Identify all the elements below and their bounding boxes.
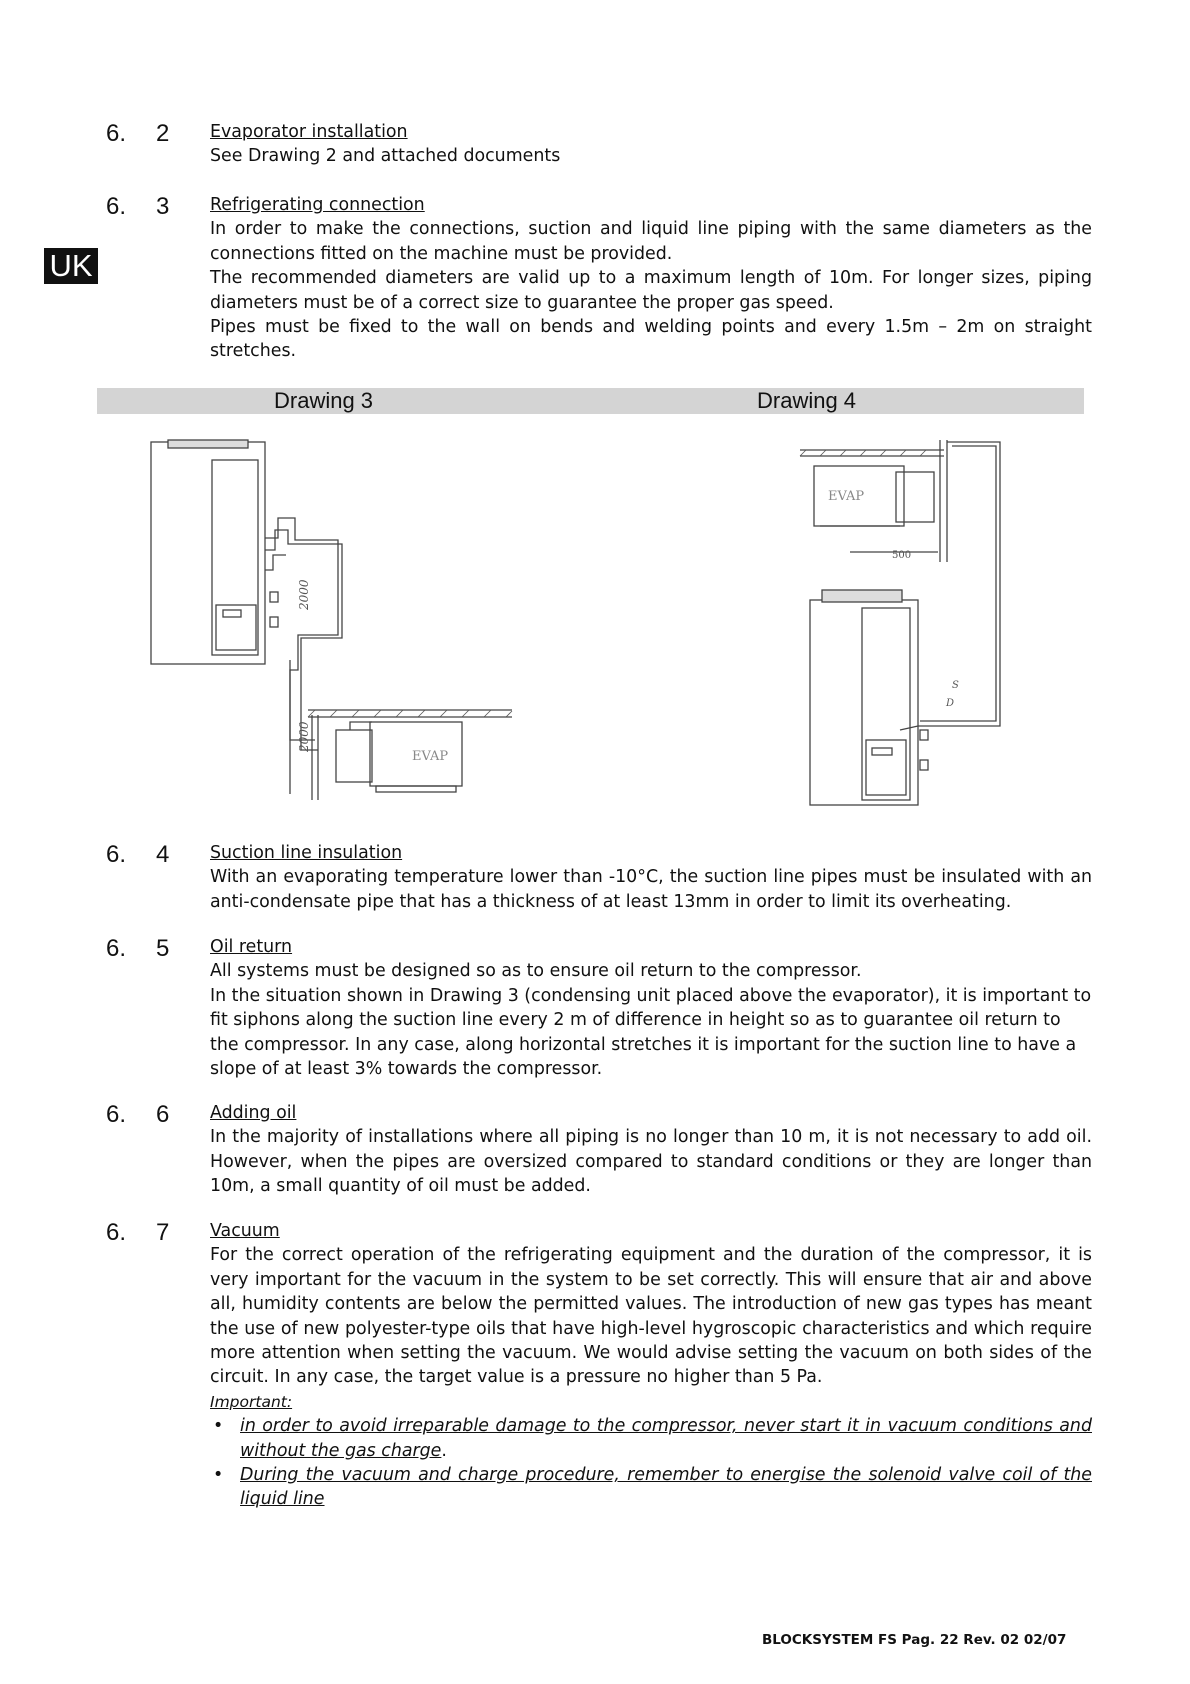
drawing-3-label: Drawing 3 <box>274 388 374 413</box>
evap-label: EVAP <box>828 489 865 504</box>
section-number: 6. 3 <box>106 193 170 220</box>
section-title: Refrigerating connection <box>210 195 425 215</box>
paragraph: In the majority of installations where all piping is no longer than 10 m, it is not necessary to add oil. However, when the pipes are oversized compared to standard conditions or they are longer than 10m, a small quantity of oil must be added. <box>210 1127 1092 1197</box>
paragraph: For the correct operation of the refrigerating equipment and the duration of the compressor, it is very important for the vacuum in the system to be set correctly. This will ensure that air and above all, humidity contents are below the permitted values. The introduction of new gas types has meant the use of new polyester-type oils that have high-level hygroscopic characteristics and which require more attention when setting the vacuum. We would advise setting the vacuum on both sides of the circuit. In any case, the target value is a pressure no higher than 5 Pa. <box>210 1245 1092 1388</box>
paragraph: In order to make the connections, suction and liquid line piping with the same diameters as the connections fitted on the machine must be provided. <box>210 219 1092 264</box>
suction-label: S <box>952 680 959 691</box>
section-number: 6. 5 <box>106 935 170 962</box>
section-title: Evaporator installation <box>210 122 408 142</box>
dimension-2000-upper: 2000 <box>297 579 311 610</box>
section-number: 6. 6 <box>106 1101 170 1128</box>
section-title: Adding oil <box>210 1103 297 1123</box>
discharge-label: D <box>946 698 955 709</box>
evap-label: EVAP <box>412 749 449 764</box>
paragraph: See Drawing 2 and attached documents <box>210 146 561 167</box>
drawing-4-figure <box>800 430 1040 810</box>
section-number: 6. 4 <box>106 841 170 868</box>
list-item: • During the vacuum and charge procedure, remember to energise the solenoid valve coil of the liquid line <box>210 1463 1092 1512</box>
dimension-500: 500 <box>892 550 912 561</box>
language-badge: UK <box>44 248 98 284</box>
section-title: Oil return <box>210 937 293 957</box>
paragraph: The recommended diameters are valid up to a maximum length of 10m. For longer sizes, piping diameters must be of a correct size to guarantee the proper gas speed. <box>210 268 1092 313</box>
paragraph: With an evaporating temperature lower than -10°C, the suction line pipes must be insulated with an anti-condensate pipe that has a thickness of at least 13mm in order to limit its overheating. <box>210 867 1092 912</box>
dimension-2000-lower: 2000 <box>297 721 311 752</box>
section-title: Vacuum <box>210 1221 280 1241</box>
drawing-header-bar <box>97 388 1084 414</box>
section-number: 6. 7 <box>106 1219 170 1246</box>
important-label: Important: <box>210 1392 293 1411</box>
paragraph: In the situation shown in Drawing 3 (condensing unit placed above the evaporator), it is important to fit siphons along the suction line every 2 m of difference in height so as to guarantee oil return to the compressor. In any case, along horizontal stretches it is important for the suction line to have a slope of at least 3% towards the compressor. <box>210 985 1092 1080</box>
paragraph: Pipes must be fixed to the wall on bends and welding points and every 1.5m – 2m on straight stretches. <box>210 317 1092 362</box>
drawing-3-figure <box>140 430 520 810</box>
paragraph: All systems must be designed so as to ensure oil return to the compressor. <box>210 961 862 982</box>
drawing-4-label: Drawing 4 <box>757 388 857 413</box>
important-list <box>210 1414 1092 1512</box>
page-footer: BLOCKSYSTEM FS Pag. 22 Rev. 02 02/07 <box>762 1632 1067 1648</box>
list-item: • in order to avoid irreparable damage to the compressor, never start it in vacuum conditions and without the gas charge. <box>210 1414 1092 1463</box>
section-title: Suction line insulation <box>210 843 403 863</box>
section-number: 6. 2 <box>106 120 170 147</box>
